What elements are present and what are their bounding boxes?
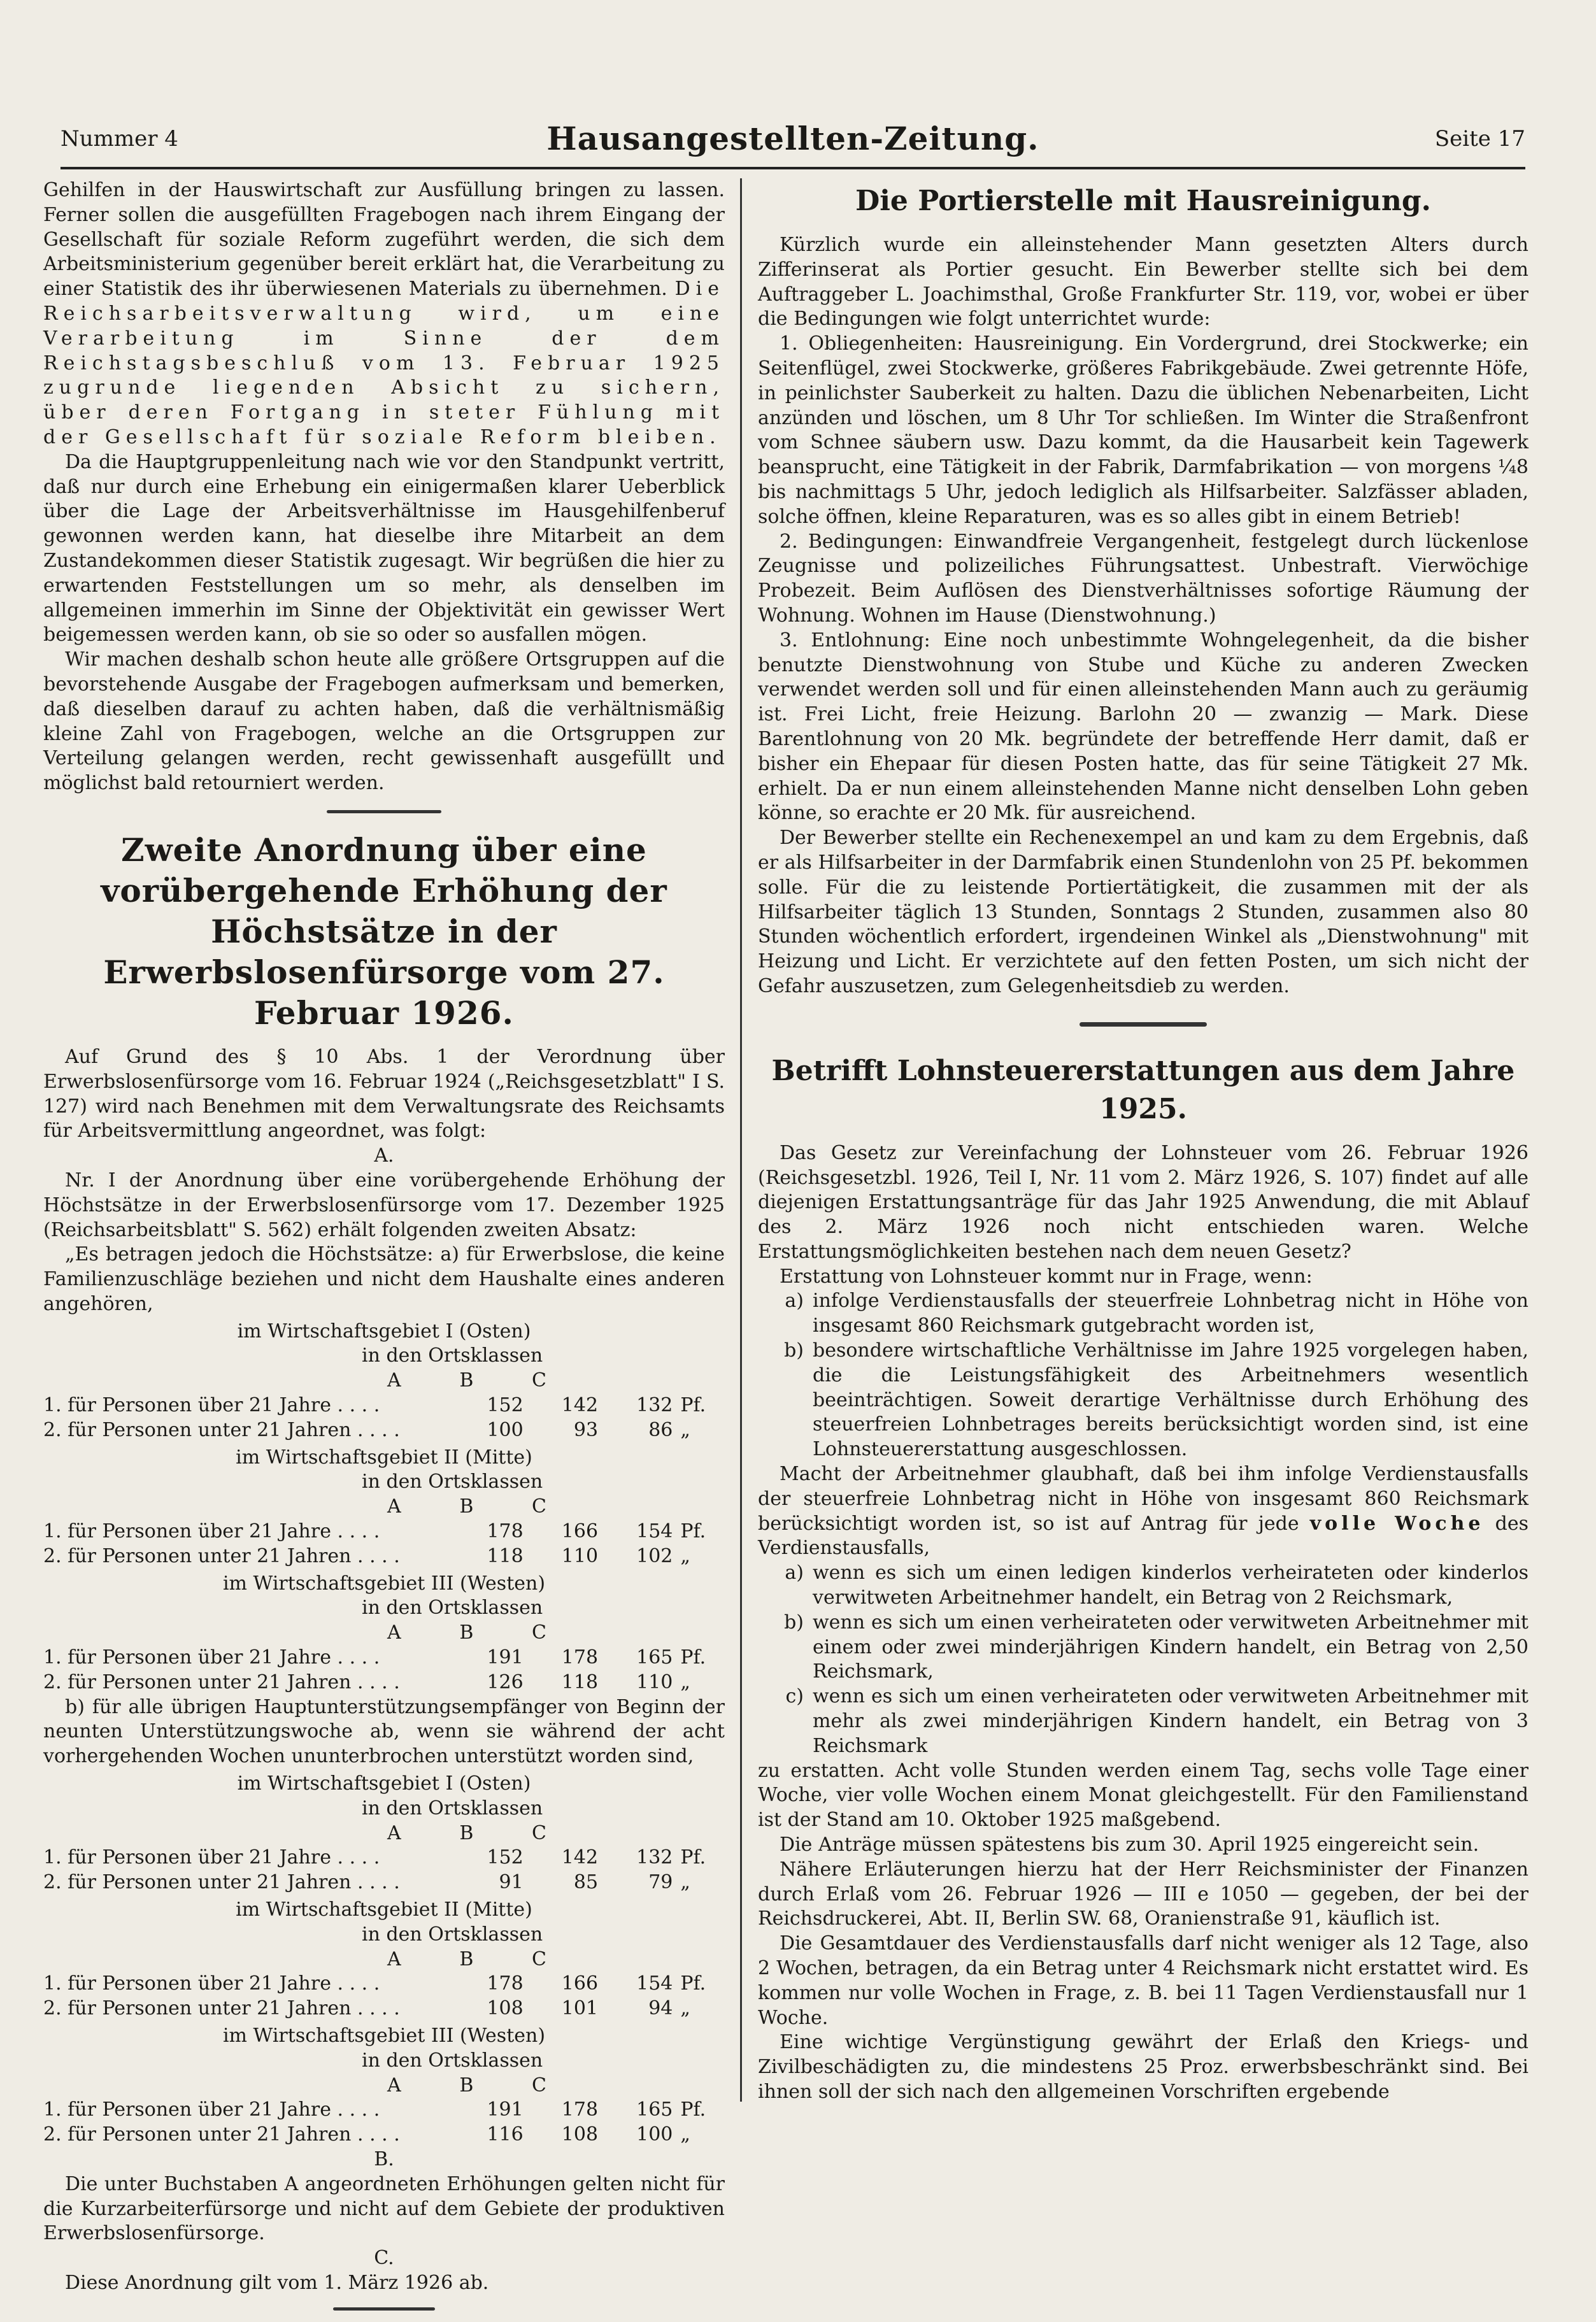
rate-row [43, 1393, 725, 1418]
rate-table [43, 2024, 725, 2147]
rate-cell: 116 [487, 2123, 524, 2146]
item-letter: a) [785, 1562, 804, 1585]
paragraph: zu erstatten. Acht volle Stunden werden einem Tag, sechs volle Tage einer Woche, vier volle Wochen einem Monat gleichgestellt. Für den Familienstand ist der Stand am 10. Oktober 1925 maßgebend. [758, 1759, 1528, 1832]
text: des Verdienstausfalls, [758, 1512, 1528, 1560]
class-header: B [459, 1621, 474, 1644]
spaced-text: Die Reichsarbeitsverwaltung wird, um eine Verarbeitung im Sinne der dem Reichstagsbeschluß vom 13. Februar 1925 zugrunde liegenden Absicht zu sichern, über deren Fortgang in steter Fühlung mit der Gesellschaft für soziale Reform bleiben. [43, 278, 725, 448]
separator-ornament [327, 810, 441, 813]
paragraph: Nähere Erläuterungen hierzu hat der Herr Reichsminister der Finanzen durch Erlaß vom 26. Februar 1926 — III e 1050 — gegeben, der bei der Reichsdruckerei, Abt. II, Berlin SW. 68, Oranienstraße 91, käuflich ist. [758, 1858, 1528, 1930]
row-label: 1. für Personen über 21 Jahre . . . . [43, 1846, 380, 1869]
paragraph: 2. Bedingungen: Einwandfreie Vergangenheit, festgelegt durch lückenlose Zeugnisse und polizeiliches Führungsattest. Unbestraft. Vierwöchige Probezeit. Beim Auflösen des Dienstverhältnisses sofortige Räumung der Wohnung. Wohnen im Hause (Dienstwohnung.) [758, 530, 1528, 627]
page-number: Seite 17 [1434, 126, 1525, 152]
rate-cell: 101 [561, 1997, 599, 2020]
list-item [758, 1289, 1528, 1339]
rate-cell: 91 [499, 1871, 524, 1894]
row-label: 2. für Personen unter 21 Jahren . . . . [43, 1997, 400, 2020]
list-item [758, 1685, 1528, 1758]
text: Macht der Arbeitnehmer glaubhaft, daß bei ihm infolge Verdienstausfalls der steuerfreie Lohnbetrag nicht in Höhe von insgesamt 860 Reichsmark berücksichtigt worden ist, so ist auf Antrag für jede [758, 1463, 1528, 1535]
class-headers [362, 1621, 572, 1646]
class-headers [362, 1821, 572, 1846]
rate-unit: Pf. [680, 1972, 706, 1995]
class-header: B [459, 1948, 474, 1970]
class-header: C [532, 1948, 546, 1970]
rate-cell: 132 [636, 1394, 673, 1417]
rate-cell: 166 [561, 1520, 599, 1543]
row-label: 2. für Personen unter 21 Jahren . . . . [43, 1544, 400, 1567]
class-headers [362, 2074, 572, 2098]
rate-unit: Pf. [680, 1520, 706, 1543]
class-header: B [459, 1821, 474, 1844]
rate-cell: 108 [487, 1997, 524, 2020]
class-header: C [532, 1369, 546, 1392]
rate-cell: 165 [636, 1646, 673, 1669]
row-label: 2. für Personen unter 21 Jahren . . . . [43, 2123, 400, 2146]
rate-table [43, 1772, 725, 1895]
paragraph: Erstattung von Lohnsteuer kommt nur in Frage, wenn: [780, 1265, 1313, 1288]
rate-tables-b [43, 1772, 725, 2147]
rate-cell: 166 [561, 1972, 599, 1995]
ortsklassen-label: in den Ortsklassen [362, 1797, 543, 1820]
rate-unit: Pf. [680, 1846, 706, 1869]
rate-unit: „ [680, 1871, 690, 1894]
class-header: A [387, 1948, 401, 1970]
rate-cell: 142 [561, 1846, 599, 1869]
rate-cell: 118 [561, 1670, 599, 1693]
rate-row [43, 2098, 725, 2123]
rate-unit: Pf. [680, 1646, 706, 1669]
rate-cell: 79 [648, 1871, 673, 1894]
rate-cell: 86 [648, 1418, 673, 1441]
separator-ornament [1079, 1022, 1207, 1027]
article-heading: Die Portierstelle mit Hausreinigung. [855, 185, 1431, 217]
class-header: A [387, 1369, 401, 1392]
paragraph [758, 1462, 1528, 1561]
left-column [43, 178, 725, 2322]
rate-row [43, 1418, 725, 1443]
section-letter: C. [374, 2247, 394, 2270]
class-headers [362, 1948, 572, 1972]
rate-cell: 154 [636, 1520, 673, 1543]
ortsklassen-label: in den Ortsklassen [362, 1597, 543, 1620]
paragraph: 3. Entlohnung: Eine noch unbestimmte Wohngelegenheit, da die bisher benutzte Dienstwohnung von Stube und Küche zu anderen Zwecken verwendet werden soll und für einen alleinstehenden Mann auch zu geräumig ist. Frei Licht, freie Heizung. Barlohn 20 — zwanzig — Mark. Diese Barentlohnung von 20 Mk. begründete der betreffende Herr damit, daß er bisher ein Ehepaar für diesen Posten hatte, das für seine Tätigkeit 27 Mk. erhielt. Da er nun einem alleinstehenden Manne nicht denselben Lohn geben könne, so erachte er 20 Mk. für ausreichend. [758, 629, 1528, 825]
class-header: C [532, 1495, 546, 1518]
rate-unit: Pf. [680, 2098, 706, 2121]
class-headers [362, 1495, 572, 1520]
rate-cell: 132 [636, 1846, 673, 1869]
rate-table [43, 1320, 725, 1443]
rate-row [43, 1972, 725, 1997]
list-item [758, 1339, 1528, 1462]
rate-cell: 108 [561, 2123, 599, 2146]
paragraph: b) für alle übrigen Hauptunterstützungsempfänger von Beginn der neunten Unterstützungswoche ab, wenn sie während der acht vorhergehenden Wochen ununterbrochen unterstützt worden sind, [43, 1695, 725, 1768]
rate-unit: „ [680, 1997, 690, 2020]
class-header: C [532, 2074, 546, 2097]
rate-cell: 85 [573, 1871, 599, 1894]
rate-cell: 178 [561, 1646, 599, 1669]
rate-row [43, 1544, 725, 1569]
class-header: B [459, 2074, 474, 2097]
row-label: 1. für Personen über 21 Jahre . . . . [43, 2098, 380, 2121]
rate-cell: 152 [487, 1394, 524, 1417]
class-header: A [387, 1495, 401, 1518]
ortsklassen-label: in den Ortsklassen [362, 1344, 543, 1367]
row-label: 2. für Personen unter 21 Jahren . . . . [43, 1418, 400, 1441]
row-label: 2. für Personen unter 21 Jahren . . . . [43, 1670, 400, 1693]
paragraph: Auf Grund des § 10 Abs. 1 der Verordnung über Erwerbslosenfürsorge vom 16. Februar 1924 („Reichsgesetzblatt" I S. 127) wird nach Benehmen mit dem Verwaltungsrate des Reichsamts für Arbeitsvermittlung angeordnet, was folgt: [43, 1045, 725, 1143]
item-letter: a) [785, 1290, 804, 1313]
class-header: B [459, 1369, 474, 1392]
spaced-text: volle Woche [1309, 1512, 1485, 1535]
class-header: A [387, 1821, 401, 1844]
rate-unit: „ [680, 1418, 690, 1441]
paragraph: Das Gesetz zur Vereinfachung der Lohnsteuer vom 26. Februar 1926 (Reichsgesetzbl. 1926, Teil I, Nr. 11 vom 2. März 1926, S. 107) findet auf alle diejenigen Erstattungsanträge für das Jahr 1925 Anwendung, die mit Ablauf des 2. März 1926 noch nicht entschieden waren. Welche Erstattungsmöglichkeiten bestehen nach dem neuen Gesetz? [758, 1141, 1528, 1263]
rate-table [43, 1898, 725, 2021]
rate-cell: 110 [561, 1544, 599, 1567]
rate-cell: 126 [487, 1670, 524, 1693]
rate-row [43, 1870, 725, 1895]
issue-number: Nummer 4 [61, 126, 178, 152]
rate-cell: 102 [636, 1544, 673, 1567]
paragraph: „Es betragen jedoch die Höchstsätze: a) für Erwerbslose, die keine Familienzuschläge beziehen und nicht dem Haushalte eines anderen angehören, [43, 1243, 725, 1315]
row-label: 1. für Personen über 21 Jahre . . . . [43, 1394, 380, 1417]
rate-cell: 191 [487, 2098, 524, 2121]
column-divider [740, 178, 742, 2102]
rate-unit: „ [680, 1544, 690, 1567]
paragraph: Da die Hauptgruppenleitung nach wie vor den Standpunkt vertritt, daß nur durch eine Erhebung ein einigermaßen klarer Ueberblick über die Lage der Arbeitsverhältnisse im Hausgehilfenberuf gewonnen werden kann, hat dieselbe ihre Mitarbeit an dem Zustandekommen dieser Statistik zugesagt. Wir begrüßen die hier zu erwartenden Feststellungen um so mehr, als denselben im allgemeinen immerhin im Sinne der Objektivität ein gewisser Wert beigemessen werden kann, ob sie so oder so ausfallen mögen. [43, 450, 725, 646]
rate-cell: 165 [636, 2098, 673, 2121]
row-label: 1. für Personen über 21 Jahre . . . . [43, 1646, 380, 1669]
rate-tables-a [43, 1320, 725, 1695]
ortsklassen-label: in den Ortsklassen [362, 2049, 543, 2072]
item-letter: b) [784, 1339, 804, 1362]
paragraph: 1. Obliegenheiten: Hausreinigung. Ein Vordergrund, drei Stockwerke; ein Seitenflügel, zwei Stockwerke, größeres Fabrikgebäude. Zwei getrennte Höfe, in peinlichster Sauberkeit zu halten. Dazu die üblichen Nebenarbeiten, Licht anzünden und löschen, um 8 Uhr Tor schließen. Im Winter die Straßenfront vom Schnee säubern usw. Dazu kommt, da die Hausarbeit kein Tagewerk beansprucht, eine Tätigkeit in der Fabrik, Darmfabrikation — von morgens ¼8 bis nachmittags 5 Uhr, jedoch lediglich als Hilfsarbeiter. Salzfässer abladen, solche öffnen, kleine Reparaturen, was es so alles gibt in einem Betrieb! [758, 332, 1528, 528]
newspaper-title: Hausangestellten-Zeitung. [546, 120, 1039, 157]
item-text: wenn es sich um einen ledigen kinderlos verheirateten oder kinderlos verwitweten Arbeitnehmer handelt, ein Betrag von 2 Reichsmark, [813, 1562, 1528, 1609]
rate-cell: 110 [636, 1670, 673, 1693]
paragraph: Die Gesamtdauer des Verdienstausfalls darf nicht weniger als 12 Tage, also 2 Wochen, betragen, da ein Betrag unter 4 Reichsmark nicht erstattet wird. Es kommen nur volle Wochen in Frage, z. B. bei 11 Tagen Verdienstausfall nur 1 Woche. [758, 1932, 1528, 2029]
right-column [758, 178, 1528, 2105]
article-heading: Zweite Anordnung über eine vorübergehende Erhöhung der Höchstsätze in der Erwerbslosenfürsorge vom 27. Februar 1926. [101, 830, 667, 1032]
section-letter: B. [374, 2147, 394, 2170]
paragraph: Die Anträge müssen spätestens bis zum 30. April 1925 eingereicht sein. [780, 1834, 1479, 1856]
rate-cell: 152 [487, 1846, 524, 1869]
page-header [61, 120, 1525, 164]
rate-cell: 118 [487, 1544, 524, 1567]
paragraph: Kürzlich wurde ein alleinstehender Mann gesetzten Alters durch Zifferinserat als Portier gesucht. Ein Bewerber stellte sich bei dem Auftraggeber L. Joachimsthal, Große Frankfurter Str. 119, vor, wobei er über die Bedingungen wie folgt unterrichtet wurde: [758, 234, 1528, 331]
rate-cell: 154 [636, 1972, 673, 1995]
paragraph: Die unter Buchstaben A angeordneten Erhöhungen gelten nicht für die Kurzarbeiterfürsorge und nicht auf dem Gebiete der produktiven Erwerbslosenfürsorge. [43, 2172, 725, 2245]
paragraph: Diese Anordnung gilt vom 1. März 1926 ab. [65, 2271, 489, 2294]
ortsklassen-label: in den Ortsklassen [362, 1923, 543, 1946]
item-text: wenn es sich um einen verheirateten oder verwitweten Arbeitnehmer mit mehr als zwei minderjährigen Kindern handelt, ein Betrag von 3 Reichsmark [813, 1685, 1528, 1757]
class-header: B [459, 1495, 474, 1518]
rate-cell: 178 [487, 1972, 524, 1995]
header-rule [61, 167, 1525, 169]
region-title: im Wirtschaftsgebiet I (Osten) [237, 1772, 531, 1795]
text: Gehilfen in der Hauswirtschaft zur Ausfüllung bringen zu lassen. Ferner sollen die ausgefüllten Fragebogen nach ihrem Eingang der Gesellschaft für soziale Reform zugeführt werden, die sich dem Arbeitsministerium gegenüber bereit erklärt hat, die Verarbeitung zu einer Statistik des ihr überwiesenen Materials zu übernehmen. [43, 179, 725, 301]
paragraph: Nr. I der Anordnung über eine vorübergehende Erhöhung der Höchstsätze in der Erwerbslosenfürsorge vom 17. Dezember 1925 (Reichsarbeitsblatt" S. 562) erhält folgenden zweiten Absatz: [43, 1169, 725, 1241]
row-label: 2. für Personen unter 21 Jahren . . . . [43, 1871, 400, 1894]
rate-row [43, 2123, 725, 2147]
region-title: im Wirtschaftsgebiet III (Westen) [222, 1572, 546, 1595]
rate-unit: Pf. [680, 1394, 706, 1417]
paragraph: Eine wichtige Vergünstigung gewährt der Erlaß den Kriegs- und Zivilbeschädigten zu, die mindestens 25 Proz. erwerbsbeschränkt sind. Bei ihnen soll der sich nach den allgemeinen Vorschriften ergebende [758, 2031, 1528, 2103]
region-title: im Wirtschaftsgebiet I (Osten) [237, 1320, 531, 1343]
item-text: infolge Verdienstausfalls der steuerfreie Lohnbetrag nicht in Höhe von insgesamt 860 Reichsmark gutgebracht worden ist, [813, 1290, 1528, 1337]
rate-row [43, 1520, 725, 1544]
list-item [758, 1611, 1528, 1685]
rate-cell: 100 [636, 2123, 673, 2146]
rate-unit: „ [680, 1670, 690, 1693]
rate-unit: „ [680, 2123, 690, 2146]
section-letter: A. [374, 1144, 394, 1167]
item-letter: c) [785, 1685, 804, 1708]
rate-row [43, 1997, 725, 2021]
item-text: wenn es sich um einen verheirateten oder verwitweten Arbeitnehmer mit einem oder zwei minderjährigen Kindern handelt, ein Betrag von 2,50 Reichsmark, [813, 1611, 1528, 1683]
class-header: A [387, 1621, 401, 1644]
ortsklassen-label: in den Ortsklassen [362, 1471, 543, 1493]
row-label: 1. für Personen über 21 Jahre . . . . [43, 1972, 380, 1995]
row-label: 1. für Personen über 21 Jahre . . . . [43, 1520, 380, 1543]
rate-cell: 93 [573, 1418, 599, 1441]
rate-row [43, 1846, 725, 1870]
item-text: besondere wirtschaftliche Verhältnisse im Jahre 1925 vorgelegen haben, die die Leistungsfähigkeit des Arbeitnehmers wesentlich beeinträchtigen. Soweit derartige Verhältnisse durch Erhöhung des steuerfreien Lohnbetrages bereits berücksichtigt worden sind, ist eine Lohnsteuererstattung ausgeschlossen. [813, 1339, 1528, 1461]
paragraph: Der Bewerber stellte ein Rechenexempel an und kam zu dem Ergebnis, daß er als Hilfsarbeiter in der Darmfabrik einen Stundenlohn von 25 Pf. bekommen solle. Für die zu leistende Portiertätigkeit, die zusammen mit der als Hilfsarbeiter täglich 13 Stunden, Sonntags 2 Stunden, zusammen also 80 Stunden wöchentlich erfordert, irgendeinen Winkel als „Dienstwohnung" mit Heizung und Licht. Er verzichtete auf den fetten Posten, um sich nicht der Gefahr auszusetzen, zum Gelegenheitsdieb zu werden. [758, 827, 1528, 997]
paragraph [43, 178, 725, 450]
separator-ornament [333, 2307, 435, 2311]
rate-row [43, 1646, 725, 1670]
rate-cell: 178 [487, 1520, 524, 1543]
list-item [758, 1561, 1528, 1611]
rate-table [43, 1446, 725, 1569]
class-headers [362, 1369, 572, 1393]
rate-cell: 142 [561, 1394, 599, 1417]
class-header: A [387, 2074, 401, 2097]
rate-cell: 100 [487, 1418, 524, 1441]
rate-table [43, 1572, 725, 1695]
region-title: im Wirtschaftsgebiet II (Mitte) [236, 1898, 532, 1921]
region-title: im Wirtschaftsgebiet III (Westen) [222, 2025, 546, 2047]
rate-cell: 178 [561, 2098, 599, 2121]
rate-cell: 191 [487, 1646, 524, 1669]
class-header: C [532, 1621, 546, 1644]
rate-cell: 94 [648, 1997, 673, 2020]
article-heading: Betrifft Lohnsteuererstattungen aus dem Jahre 1925. [771, 1054, 1515, 1125]
class-header: C [532, 1821, 546, 1844]
region-title: im Wirtschaftsgebiet II (Mitte) [236, 1446, 532, 1469]
item-letter: b) [784, 1611, 804, 1634]
paragraph: Wir machen deshalb schon heute alle größere Ortsgruppen auf die bevorstehende Ausgabe der Fragebogen aufmerksam und bemerken, daß dieselben darauf zu achten haben, daß die verhältnismäßig kleine Zahl von Fragebogen, welche an die Ortsgruppen zur Verteilung gelangen werden, recht gewissenhaft ausgefüllt und möglichst bald retourniert werden. [43, 648, 725, 795]
rate-row [43, 1670, 725, 1695]
